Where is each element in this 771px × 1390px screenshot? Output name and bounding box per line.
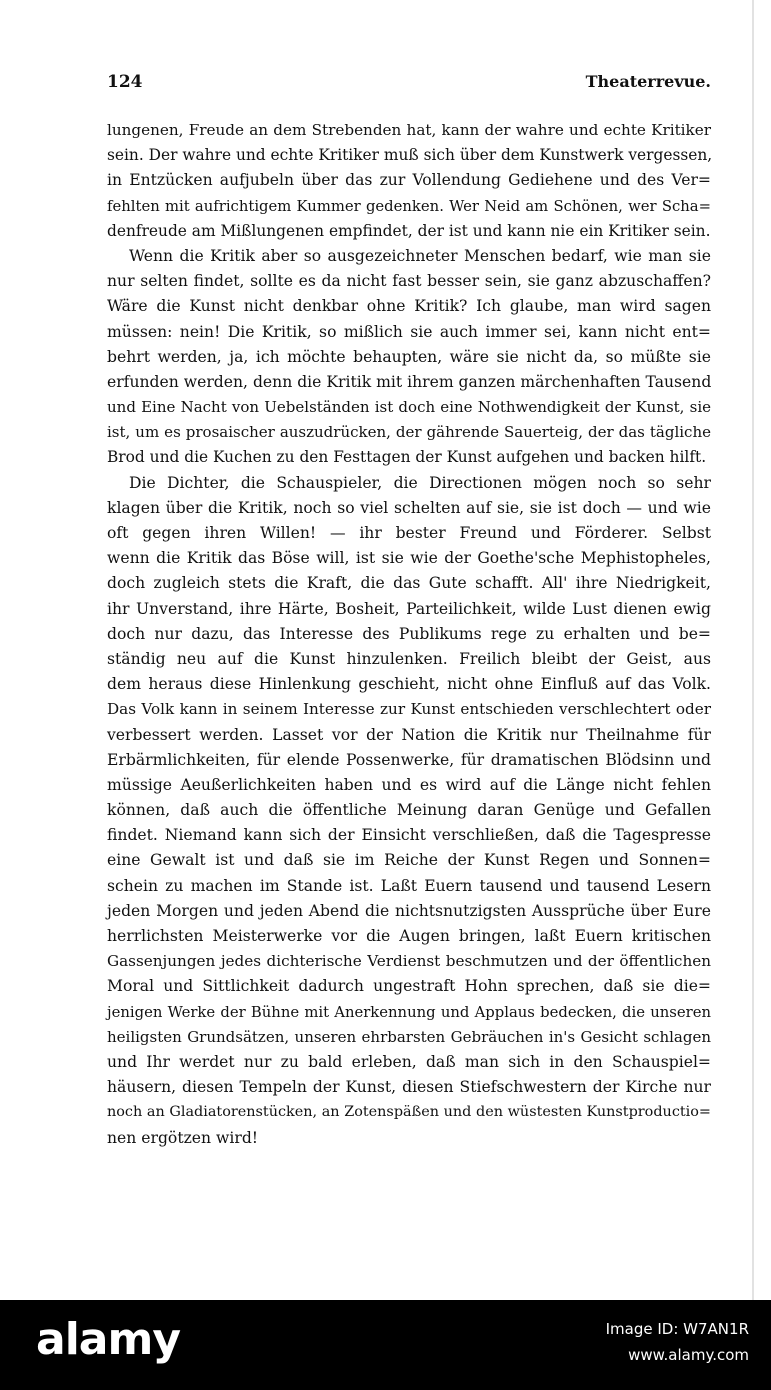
text-line: nen ergötzen wird! [107, 1128, 259, 1147]
text-line: in Entzücken aufjubeln über das zur Vollendung Gediehene und des Ver= [107, 171, 711, 190]
text-line: findet. Niemand kann sich der Einsicht verschließen, daß die Tagespresse [107, 826, 711, 845]
text-line: müssige Aeußerlichkeiten haben und es wird auf die Länge nicht fehlen [107, 775, 711, 794]
text-line: doch zugleich stets die Kraft, die das Gute schafft. All' ihre Niedrigkeit, [107, 574, 711, 593]
text-line: ist, um es prosaischer auszudrücken, der gährende Sauerteig, der das tägliche [107, 423, 711, 442]
text-line: verbessert werden. Lasset vor der Nation die Kritik nur Theilnahme für [107, 725, 711, 744]
text-line: dem heraus diese Hinlenkung geschieht, nicht ohne Einfluß auf das Volk. [107, 675, 711, 694]
text-line: häusern, diesen Tempeln der Kunst, diesen Stiefschwestern der Kirche nur [107, 1078, 711, 1097]
text-line: müssen: nein! Die Kritik, so mißlich sie auch immer sei, kann nicht ent= [107, 322, 711, 341]
text-line: Moral und Sittlichkeit dadurch ungestraft Hohn sprechen, daß sie die= [107, 977, 711, 996]
text-line: eine Gewalt ist und daß sie im Reiche der Kunst Regen und Sonnen= [107, 851, 711, 870]
text-line: erfunden werden, denn die Kritik mit ihrem ganzen märchenhaften Tausend [107, 372, 712, 391]
page-header [107, 72, 711, 102]
text-line: schein zu machen im Stande ist. Laßt Euern tausend und tausend Lesern [107, 876, 711, 895]
watermark-footer [0, 1300, 771, 1390]
page-number: 124 [107, 72, 143, 92]
text-line: Die Dichter, die Schauspieler, die Directionen mögen noch so sehr [129, 473, 711, 492]
text-line: können, daß auch die öffentliche Meinung daran Genüge und Gefallen [107, 801, 711, 820]
text-line: jeden Morgen und jeden Abend die nichtsnutzigsten Aussprüche über Eure [107, 901, 711, 920]
text-line: wenn die Kritik das Böse will, ist sie wie der Goethe'sche Mephistopheles, [107, 549, 711, 568]
text-line: ihr Unverstand, ihre Härte, Bosheit, Parteilichkeit, wilde Lust dienen ewig [107, 599, 711, 618]
text-line: und Ihr werdet nur zu bald erleben, daß man sich in den Schauspiel= [107, 1052, 711, 1071]
text-line: klagen über die Kritik, noch so viel schelten auf sie, sie ist doch — und wie [107, 498, 711, 517]
text-line: Das Volk kann in seinem Interesse zur Kunst entschieden verschlechtert oder [107, 700, 711, 719]
text-line: nur selten findet, sollte es da nicht fast besser sein, sie ganz abzuschaffen? [107, 272, 711, 291]
alamy-logo: alamy [36, 1314, 180, 1365]
body-text [107, 118, 711, 1151]
text-line: doch nur dazu, das Interesse des Publikums rege zu erhalten und be= [107, 624, 711, 643]
site-url: www.alamy.com [628, 1346, 749, 1364]
text-line: denfreude am Mißlungenen empfindet, der ist und kann nie ein Kritiker sein. [107, 221, 711, 240]
text-line: Erbärmlichkeiten, für elende Possenwerke, für dramatischen Blödsinn und [107, 750, 711, 769]
text-line: fehlten mit aufrichtigem Kummer gedenken. Wer Neid am Schönen, wer Scha= [107, 197, 711, 215]
text-line: lungenen, Freude an dem Strebenden hat, kann der wahre und echte Kritiker [107, 121, 711, 139]
text-line: Wäre die Kunst nicht denkbar ohne Kritik? Ich glaube, man wird sagen [107, 297, 711, 316]
text-line: heiligsten Grundsätzen, unseren ehrbarsten Gebräuchen in's Gesicht schlagen [107, 1027, 711, 1046]
text-line: Wenn die Kritik aber so ausgezeichneter Menschen bedarf, wie man sie [129, 246, 711, 265]
image-id-label: Image ID: W7AN1R [605, 1320, 749, 1338]
text-line: noch an Gladiatorenstücken, an Zotenspäßen und den wüstesten Kunstproductio= [107, 1104, 711, 1121]
text-line: Brod und die Kuchen zu den Festtagen der Kunst aufgehen und backen hilft. [107, 448, 707, 467]
text-line: oft gegen ihren Willen! — ihr bester Freund und Förderer. Selbst [107, 524, 711, 542]
text-line: behrt werden, ja, ich möchte behaupten, wäre sie nicht da, so müßte sie [107, 347, 711, 366]
text-line: Gassenjungen jedes dichterische Verdienst beschmutzen und der öffentlichen [107, 952, 711, 971]
text-line: und Eine Nacht von Uebelständen ist doch eine Nothwendigkeit der Kunst, sie [107, 398, 711, 417]
text-line: ständig neu auf die Kunst hinzulenken. Freilich bleibt der Geist, aus [107, 649, 711, 668]
text-line: herrlichsten Meisterwerke vor die Augen bringen, laßt Euern kritischen [107, 927, 711, 945]
running-head: Theaterrevue. [585, 72, 711, 91]
text-line: sein. Der wahre und echte Kritiker muß sich über dem Kunstwerk vergessen, [107, 146, 713, 165]
page-edge-divider [752, 0, 754, 1300]
text-line: jenigen Werke der Bühne mit Anerkennung und Applaus bedecken, die unseren [107, 1003, 711, 1021]
